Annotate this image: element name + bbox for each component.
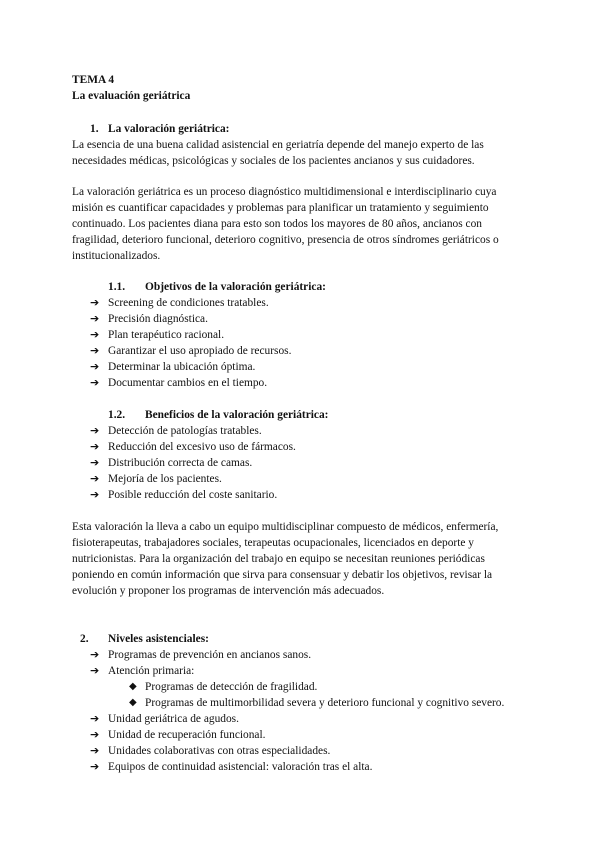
subsection-1-1-number: 1.1.	[108, 281, 126, 293]
section-1-paragraph-3	[72, 519, 532, 599]
arrow-bullet-icon: ➔	[90, 472, 100, 485]
benefit-item: Detección de patologías tratables.	[108, 425, 262, 437]
level-item: Unidad de recuperación funcional.	[108, 729, 266, 741]
paragraph-line: necesidades médicas, psicológicas y sociales de los pacientes ancianos y sus cuidadores.	[72, 155, 475, 167]
paragraph-line: nutricionistas. Para la organización del trabajo en equipo se necesitan reuniones periódicas	[72, 553, 485, 565]
paragraph-line: fragilidad, deterioro funcional, deterioro cognitivo, presencia de otros síndromes geriátricos o	[72, 234, 499, 246]
benefit-item: Reducción del excesivo uso de fármacos.	[108, 441, 296, 453]
arrow-bullet-icon: ➔	[90, 664, 100, 677]
objective-item: Determinar la ubicación óptima.	[108, 361, 256, 373]
section-2-number: 2.	[80, 633, 89, 645]
level-item: Programas de prevención en ancianos sanos.	[108, 649, 312, 661]
paragraph-line: continuado. Los pacientes diana para esto son todos los mayores de 80 años, ancianos con	[72, 218, 482, 230]
paragraph-line: fisioterapeutas, trabajadores sociales, terapeutas ocupacionales, licenciados en deporte y	[72, 537, 474, 549]
level-item: Unidades colaborativas con otras especialidades.	[108, 745, 331, 757]
diamond-bullet-icon: ◆	[129, 697, 137, 708]
section-1-paragraph-1	[72, 137, 532, 169]
tema-label: TEMA 4	[72, 74, 115, 86]
arrow-bullet-icon: ➔	[90, 360, 100, 373]
paragraph-line: Esta valoración la lleva a cabo un equipo multidisciplinar compuesto de médicos, enfermería,	[72, 521, 499, 533]
section-1-heading: La valoración geriátrica:	[108, 123, 230, 135]
paragraph-line: misión es cuantificar capacidades y problemas para planificar un tratamiento y seguimiento	[72, 202, 489, 214]
document-title: La evaluación geriátrica	[72, 90, 191, 102]
paragraph-line: La valoración geriátrica es un proceso diagnóstico multidimensional e interdisciplinario cuya	[72, 186, 497, 198]
benefit-item: Distribución correcta de camas.	[108, 457, 253, 469]
arrow-bullet-icon: ➔	[90, 344, 100, 357]
arrow-bullet-icon: ➔	[90, 744, 100, 757]
level-item: Atención primaria:	[108, 665, 195, 677]
arrow-bullet-icon: ➔	[90, 376, 100, 389]
arrow-bullet-icon: ➔	[90, 648, 100, 661]
objective-item: Precisión diagnóstica.	[108, 313, 208, 325]
section-1-number: 1.	[90, 123, 99, 135]
arrow-bullet-icon: ➔	[90, 488, 100, 501]
arrow-bullet-icon: ➔	[90, 424, 100, 437]
paragraph-line: La esencia de una buena calidad asistencial en geriatría depende del manejo experto de las	[72, 139, 484, 151]
arrow-bullet-icon: ➔	[90, 728, 100, 741]
level-item: Equipos de continuidad asistencial: valoración tras el alta.	[108, 761, 373, 773]
arrow-bullet-icon: ➔	[90, 440, 100, 453]
benefit-item: Mejoría de los pacientes.	[108, 473, 222, 485]
level-item: Unidad geriátrica de agudos.	[108, 713, 239, 725]
level-subitem: Programas de multimorbilidad severa y deterioro funcional y cognitivo severo.	[145, 697, 505, 709]
arrow-bullet-icon: ➔	[90, 456, 100, 469]
objective-item: Plan terapéutico racional.	[108, 329, 225, 341]
section-1-paragraph-2	[72, 184, 532, 264]
arrow-bullet-icon: ➔	[90, 760, 100, 773]
benefit-item: Posible reducción del coste sanitario.	[108, 489, 278, 501]
subsection-1-2-number: 1.2.	[108, 409, 126, 421]
objective-item: Garantizar el uso apropiado de recursos.	[108, 345, 292, 357]
paragraph-line: evolución y proponer los programas de intervención más adecuados.	[72, 585, 385, 597]
level-subitem: Programas de detección de fragilidad.	[145, 681, 318, 693]
arrow-bullet-icon: ➔	[90, 312, 100, 325]
objective-item: Screening de condiciones tratables.	[108, 297, 269, 309]
section-2-heading: Niveles asistenciales:	[108, 633, 209, 645]
arrow-bullet-icon: ➔	[90, 712, 100, 725]
paragraph-line: institucionalizados.	[72, 250, 161, 262]
arrow-bullet-icon: ➔	[90, 296, 100, 309]
arrow-bullet-icon: ➔	[90, 328, 100, 341]
diamond-bullet-icon: ◆	[129, 681, 137, 692]
objective-item: Documentar cambios en el tiempo.	[108, 377, 268, 389]
paragraph-line: poniendo en común información que sirva para consensuar y debatir los objetivos, revisar la	[72, 569, 493, 581]
subsection-1-1-heading: Objetivos de la valoración geriátrica:	[145, 281, 326, 293]
subsection-1-2-heading: Beneficios de la valoración geriátrica:	[145, 409, 329, 421]
